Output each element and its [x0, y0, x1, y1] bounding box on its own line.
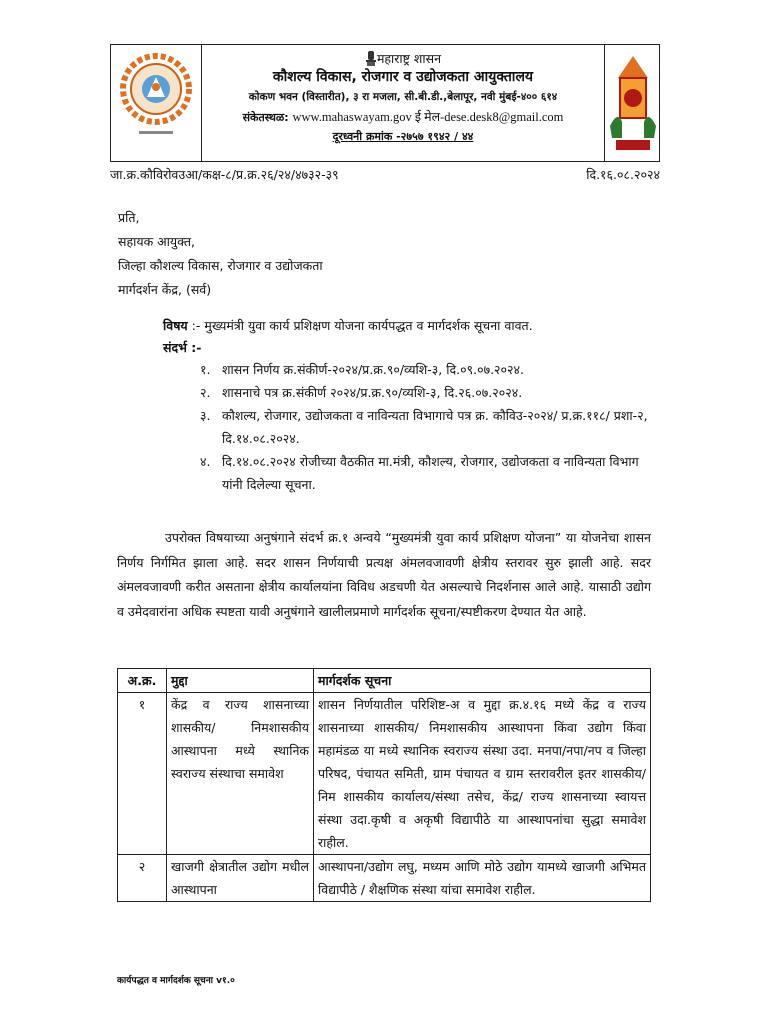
ashoka-emblem-icon	[365, 51, 377, 66]
row-number: १	[118, 693, 167, 855]
row-issue: खाजगी क्षेत्रातील उद्योग मधील आस्थापना	[167, 855, 314, 902]
subject-label: विषय	[163, 318, 188, 333]
list-item: १. शासन निर्णय क्र.संकीर्ण-२०२४/प्र.क्र.९०/व्यशि-३, दि.०९.०७.२०२४.	[200, 362, 525, 377]
column-header: अ.क्र.	[118, 669, 167, 693]
column-header: मुद्दा	[167, 669, 314, 693]
reference-list	[200, 358, 660, 496]
row-guidance: शासन निर्णयातील परिशिष्ट-अ व मुद्दा क्र.४.१६ मध्ये केंद्र व राज्य शासनाच्या शासकीय/ निमशासकीय आस्थापना किंवा उद्योग किंवा महामंडळ या मध्ये स्थानिक स्वराज्य संस्था उदा. मनपा/नपा/नप व जिल्हा परिषद, पंचायत समिती, ग्राम पंचायत व ग्राम स्तरावरील इतर शासकीय/निम शासकीय कार्यालय/संस्था तसेच, केंद्र/ राज्य शासनाच्या स्वायत्त संस्था उदा.कृषी व अकृषी विद्यापीठे या आस्थापनांचा सुद्धा समावेश राहील.	[314, 693, 651, 855]
letterhead-text	[203, 51, 603, 146]
govt-title: महाराष्ट्र शासन	[203, 51, 603, 67]
addressee-line: सहायक आयुक्त,	[118, 234, 195, 249]
addressee-line: प्रति,	[118, 210, 140, 225]
office-name: कौशल्य विकास, रोजगार व उद्योजकता आयुक्तालय	[272, 69, 534, 85]
table-row	[118, 855, 651, 902]
subject-text: :- मुख्यमंत्री युवा कार्य प्रशिक्षण योजना कार्यपद्धत व मार्गदर्शक सूचना वावत.	[191, 318, 533, 333]
column-header: मार्गदर्शक सूचना	[314, 669, 651, 693]
website-line: संकेतस्थळ: www.mahaswayam.gov ई मेल-dese.desk8@gmail.com	[242, 110, 564, 124]
list-item: ४. दि.१४.०८.२०२४ रोजीच्या वैठकीत मा.मंत्री, कौशल्य, रोजगार, उद्योजकता व नाविन्यता विभाग यांनी दिलेल्या सूचना.	[200, 454, 639, 492]
list-item: २. शासनाचे पत्र क्र.संकीर्ण २०२४/प्र.क्र.९०/व्यशि-३, दि.२६.०७.२०२४.	[200, 385, 523, 400]
list-item: ३. कौशल्य, रोजगार, उद्योजकता व नाविन्यता विभागाचे पत्र क्र. कौविउ-२०२४/ प्र.क्र.११८/ प्रशा-२, दि.१४.०८.२०२४.	[200, 408, 648, 446]
guidelines-table	[117, 668, 651, 902]
page-footer: कार्यपद्धत व मार्गदर्शक सूचना v१.०	[117, 976, 235, 986]
row-issue: केंद्र व राज्य शासनाच्या शासकीय/ निमशासकीय आस्थापना मध्ये स्थानिक स्वराज्य संस्थाचा समावेश	[167, 693, 314, 855]
table-header-row	[118, 669, 651, 693]
addressee-block	[118, 206, 323, 302]
subject-block	[163, 315, 663, 359]
body-paragraph: उपरोक्त विषयाच्या अनुषंगाने संदर्भ क्र.१ अन्वये “मुख्यमंत्री युवा कार्य प्रशिक्षण योजना” या योजनेचा शासन निर्णय निर्गमित झाला आहे. सदर शासन निर्णयाची प्रत्यक्ष अंमलवजावणी क्षेत्रीय स्तरावर सुरु झाली आहे. सदर अंमलवजावणी करीत असताना क्षेत्रीय कार्यालयांना विविध अडचणी येत असल्याचे निदर्शनास आले आहे. यासाठी उद्योग व उमेदवारांना अधिक स्पष्टता यावी अनुषंगाने खालीलप्रमाणे मार्गदर्शक सूचना/स्पष्टीकरण देण्यात येत आहे.	[117, 530, 651, 619]
phone-number: दूरध्वनी क्रमांक -२७५७ १९४२ / ४४	[332, 130, 474, 143]
website-link[interactable]: www.mahaswayam.gov ई मेल-dese.desk8@gmail.com	[292, 110, 564, 124]
addressee-line: मार्गदर्शन केंद्र, (सर्व)	[118, 282, 212, 297]
row-guidance: आस्थापना/उद्योग लघु, मध्यम आणि मोठे उद्योग यामध्ये खाजगी अभिमत विद्यापीठे / शैक्षणिक संस्था यांचा समावेश राहील.	[314, 855, 651, 902]
row-number: २	[118, 855, 167, 902]
office-address: कोकण भवन (विस्तारीत), ३ रा मजला, सी.बी.डी.,बेलापूर, नवी मुंबई-४०० ६१४	[248, 91, 558, 103]
skill-development-logo	[117, 49, 195, 159]
letterhead	[110, 44, 660, 162]
letter-date: दि.१६.०८.२०२४	[586, 167, 660, 182]
table-row	[118, 693, 651, 855]
letter-number: जा.क्र.कौविरोवउआ/कक्ष-८/प्र.क्र.२६/२४/४७३२-३९	[110, 167, 339, 182]
references-label: संदर्भ :-	[163, 340, 202, 355]
maharashtra-state-emblem	[608, 48, 658, 160]
addressee-line: जिल्हा कौशल्य विकास, रोजगार व उद्योजकता	[118, 258, 323, 273]
